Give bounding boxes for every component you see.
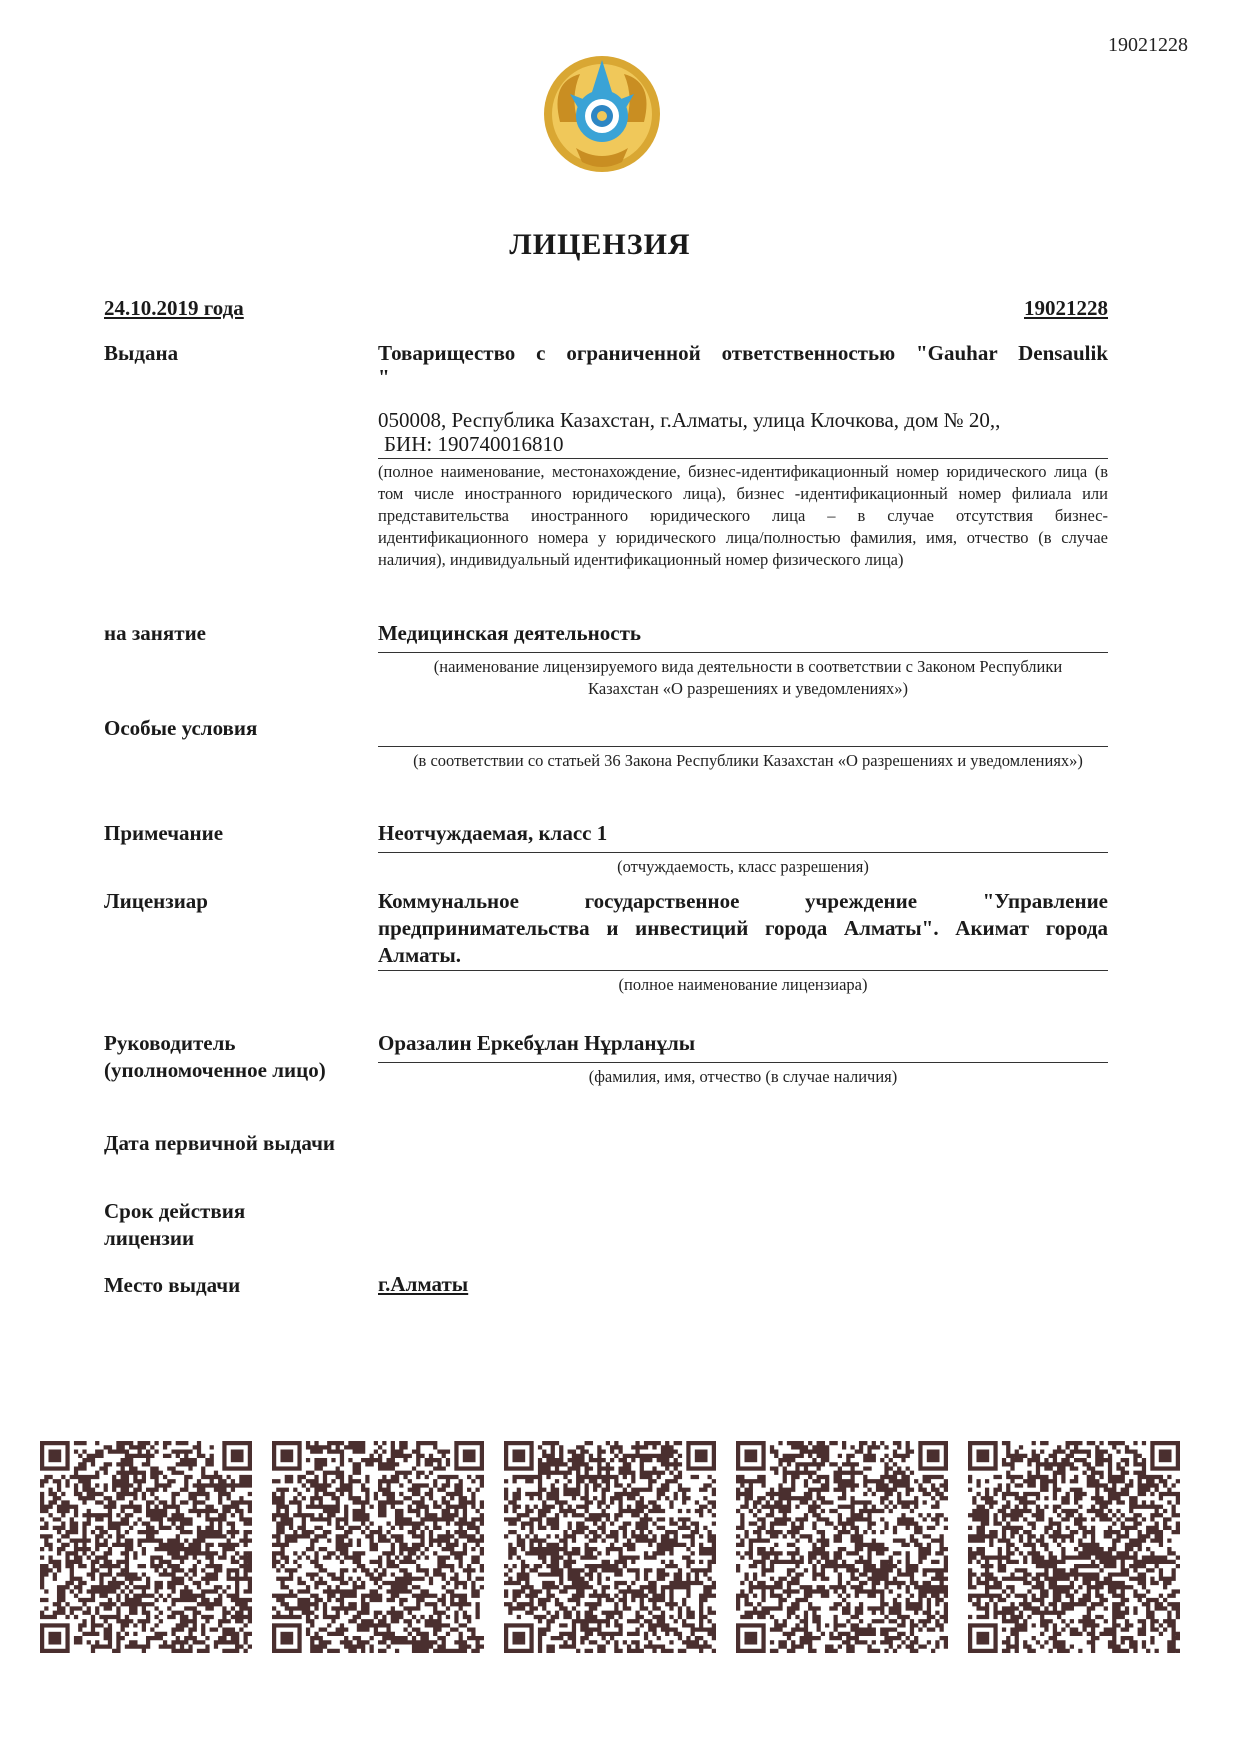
remark-note: (отчуждаемость, класс разрешения) (617, 857, 869, 876)
special-conditions-label: Особые условия (104, 716, 258, 740)
qr-code-icon (968, 1441, 1180, 1653)
remark-label: Примечание (104, 821, 224, 845)
licensee-address: 050008, Республика Казахстан, г.Алматы, улица Клочкова, дом № 20,, (378, 408, 1001, 432)
licensee-name: Товарищество с ограниченной ответственностью "Gauhar Densaulik (378, 341, 1108, 365)
divider (378, 852, 1108, 853)
head-label-line1: Руководитель (104, 1031, 236, 1055)
qr-code-icon (40, 1441, 252, 1653)
corner-document-number: 19021228 (1108, 34, 1188, 56)
divider (378, 1062, 1108, 1063)
qr-code-icon (504, 1441, 716, 1653)
state-emblem-icon (540, 52, 664, 176)
issued-to-label: Выдана (104, 341, 179, 365)
head-value: Оразалин Еркебұлан Нұрланұлы (378, 1031, 696, 1055)
divider (378, 458, 1108, 459)
document-title: ЛИЦЕНЗИЯ (509, 228, 691, 261)
qr-code-icon (736, 1441, 948, 1653)
licensee-name-tail: " (378, 365, 390, 389)
head-note: (фамилия, имя, отчество (в случае наличия) (588, 1067, 898, 1086)
divider (378, 652, 1108, 653)
head-label (104, 1030, 326, 1084)
qr-code-icon (272, 1441, 484, 1653)
activity-note: (наименование лицензируемого вида деятельности в соответствии с Законом Республики Казахстан «О разрешениях и уведомлениях») (433, 657, 1063, 698)
activity-value: Медицинская деятельность (378, 621, 641, 645)
validity-label-line1: Срок действия (104, 1199, 246, 1223)
place-label: Место выдачи (104, 1273, 241, 1297)
remark-value: Неотчуждаемая, класс 1 (378, 821, 608, 845)
validity-label (104, 1198, 245, 1252)
activity-label: на занятие (104, 621, 206, 645)
licensee-bin: БИН: 190740016810 (384, 432, 564, 456)
licensor-value: Коммунальное государственное учреждение "Управление предпринимательства и инвестиций города Алматы". Акимат города Алматы. (378, 889, 1108, 967)
license-number: 19021228 (1024, 296, 1108, 320)
divider (378, 970, 1108, 971)
special-conditions-note: (в соответствии со статьей 36 Закона Республики Казахстан «О разрешениях и уведомлениях») (413, 751, 1083, 770)
divider (378, 746, 1108, 747)
issue-date: 24.10.2019 года (104, 296, 244, 320)
validity-label-line2: лицензии (104, 1226, 195, 1250)
first-issue-date-label: Дата первичной выдачи (104, 1131, 336, 1155)
head-label-line2: (уполномоченное лицо) (104, 1058, 326, 1082)
licensor-note: (полное наименование лицензиара) (618, 975, 868, 994)
place-value: г.Алматы (378, 1272, 469, 1296)
issued-to-note: (полное наименование, местонахождение, бизнес-идентификационный номер юридического лица (в том числе иностранного юридического лица), бизнес -идентификационный номер филиала или представительства иностранного юридического лица – в случае отсутствия бизнес-идентификационного номера у юридического лица/полностью фамилия, имя, отчество (в случае наличия), индивидуальный идентификационный номер физического лица) (378, 462, 1108, 569)
licensor-label: Лицензиар (104, 889, 208, 913)
